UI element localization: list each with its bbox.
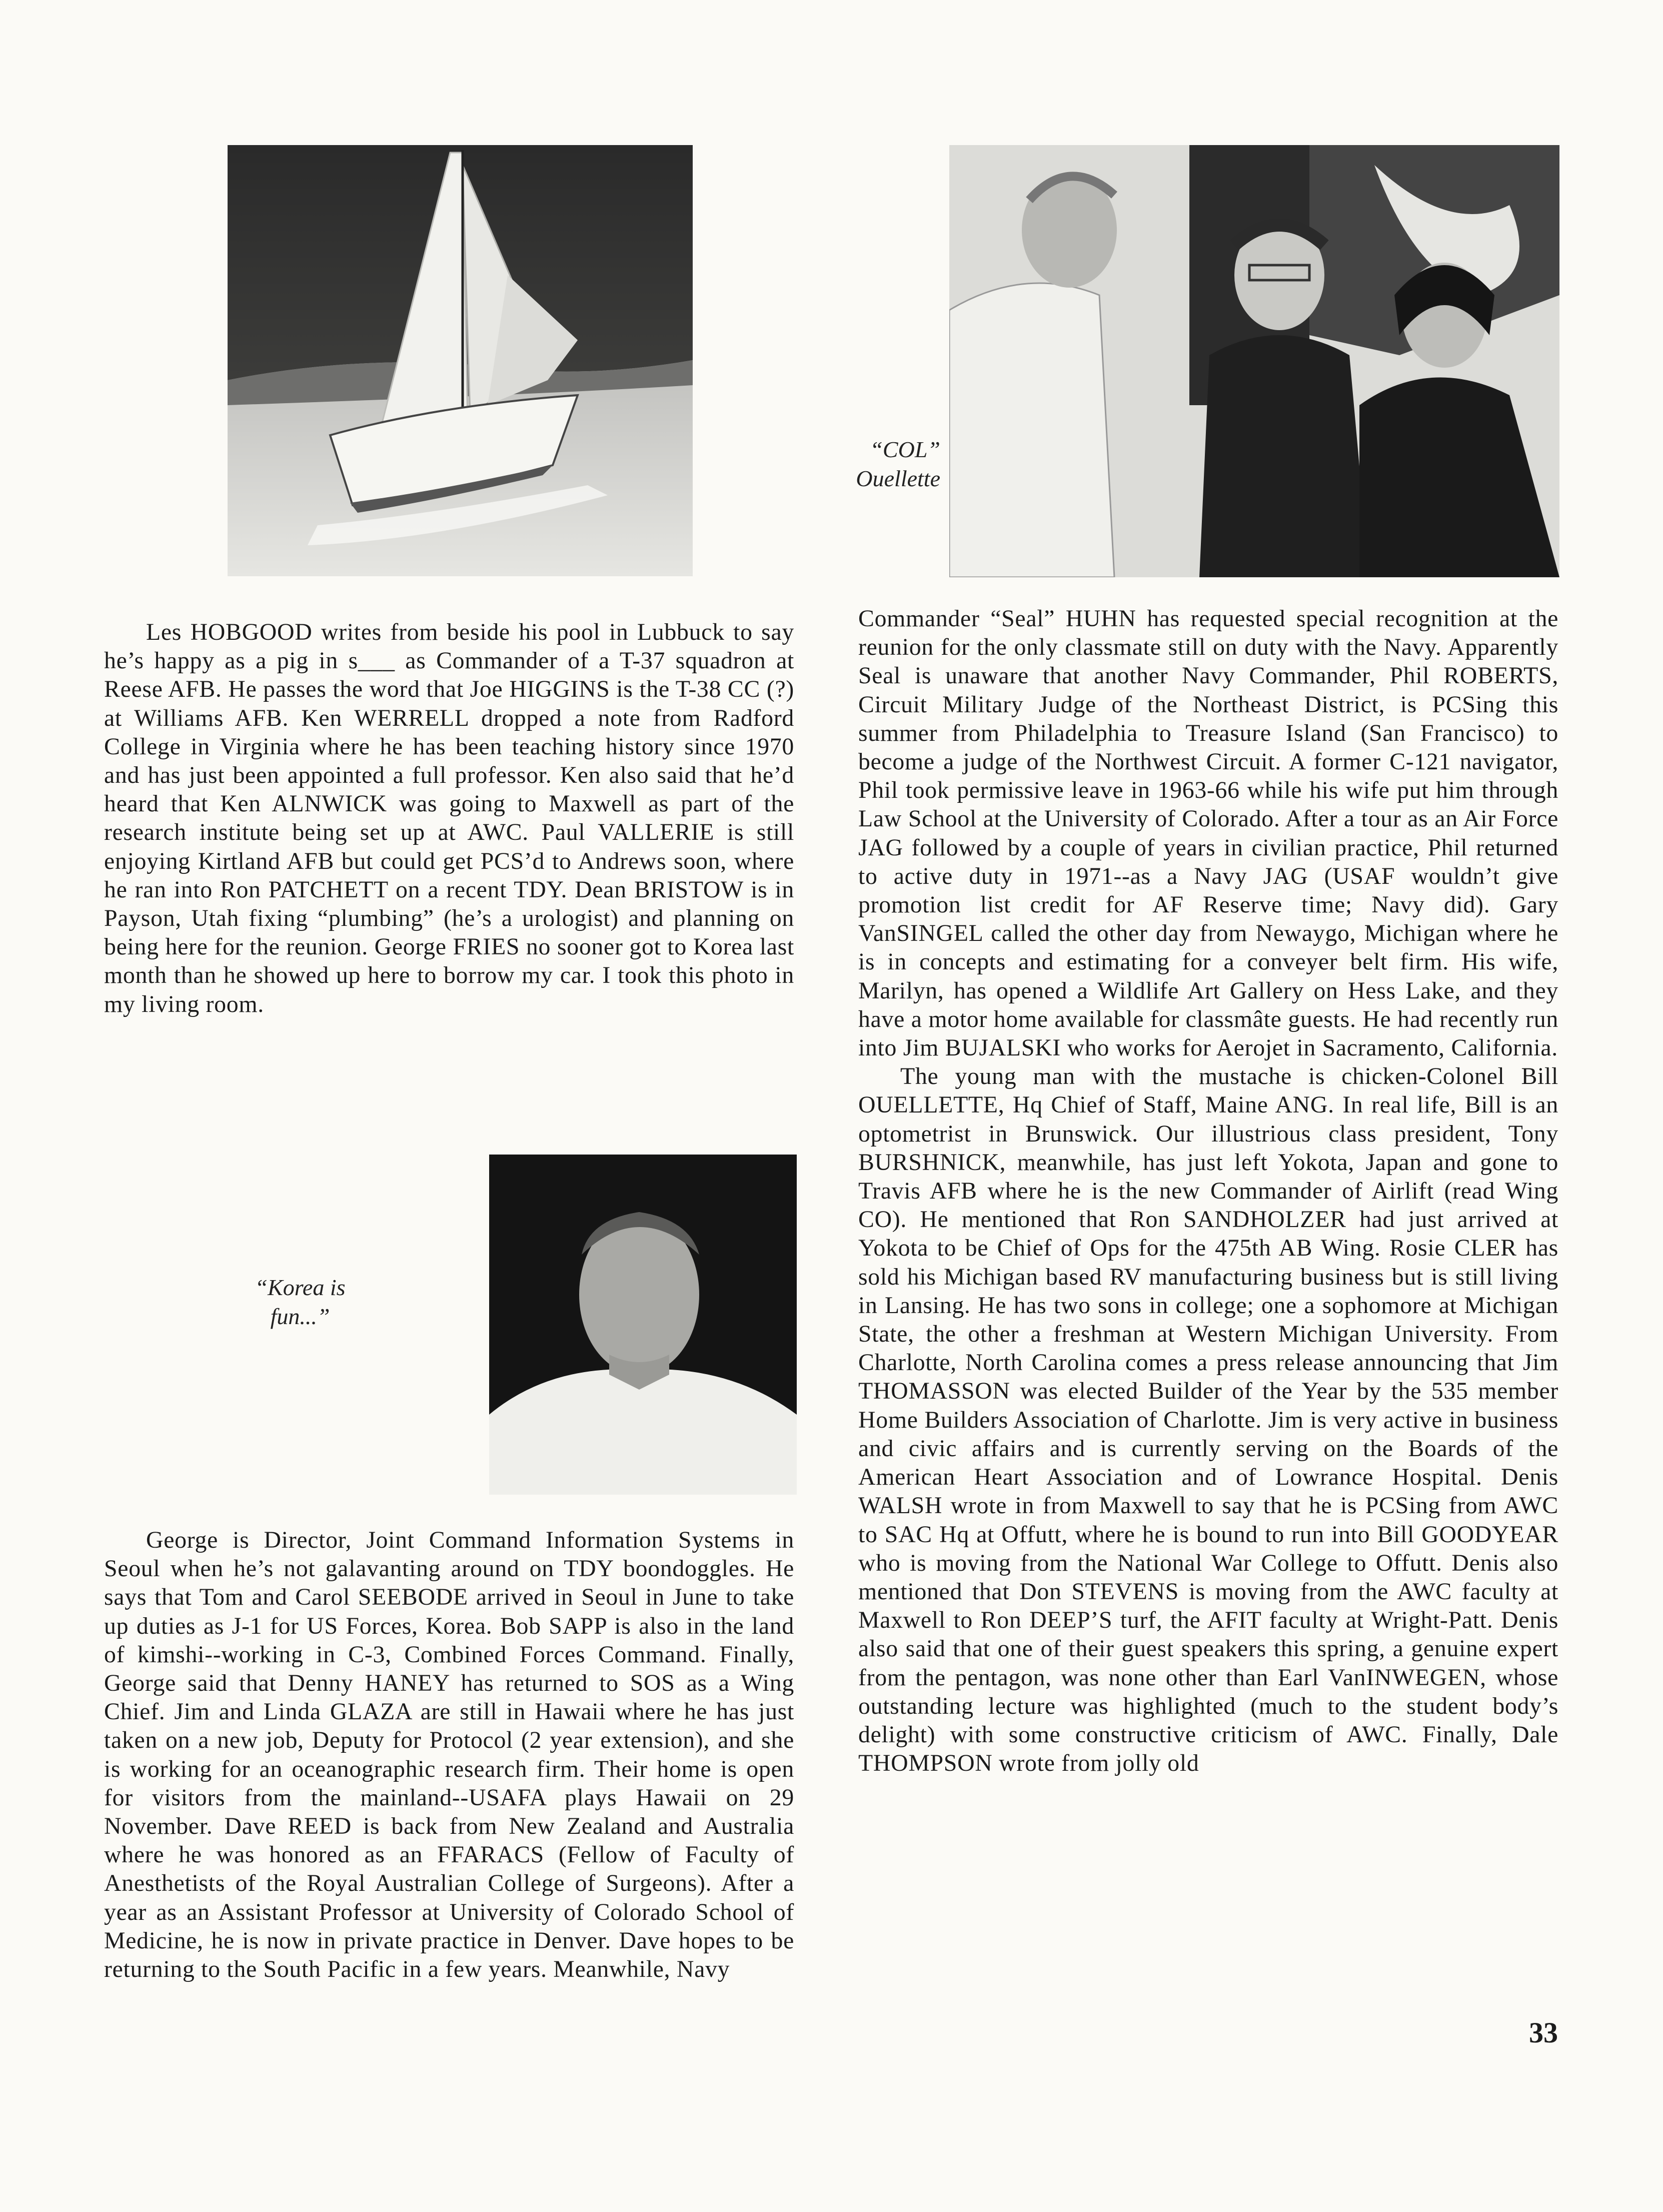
caption-line-1: “COL”: [870, 437, 940, 462]
caption-line-1: “Korea is: [255, 1275, 346, 1300]
korea-caption: [215, 1273, 385, 1331]
left-column-lower: [104, 1526, 794, 1983]
promotion-ceremony-photo: [949, 145, 1559, 577]
caption-line-2: Ouellette: [856, 466, 940, 491]
page-number: 33: [1529, 2016, 1558, 2049]
article-paragraph: George is Director, Joint Command Information Systems in Seoul when he’s not galavanting around on TDY boondoggles. He says that Tom and Carol SEEBODE arrived in Seoul in June to take up duties as J-1 for US Forces, Korea. Bob SAPP is also in the land of kimshi--working in C-3, Combined Forces Command. Finally, George said that Denny HANEY has returned to SOS as a Wing Chief. Jim and Linda GLAZA are still in Hawaii where he has just taken on a new job, Deputy for Protocol (2 year extension), and she is working for an oceanographic research firm. Their home is open for visitors from the mainland--USAFA plays Hawaii on 29 November. Dave REED is back from New Zealand and Australia where he was honored as an FFARACS (Fellow of Faculty of Anesthetists of the Royal Australian College of Surgeons). After a year as an Assistant Professor at University of Colorado School of Medicine, he is now in private practice in Denver. Dave hopes to be returning to the South Pacific in a few years. Meanwhile, Navy: [104, 1527, 794, 1983]
article-paragraph: The young man with the mustache is chicken-Colonel Bill OUELLETTE, Hq Chief of Staff, Maine ANG. In real life, Bill is an optometrist in Brunswick. Our illustrious class president, Tony BURSHNICK, meanwhile, has just left Yokota, Japan and gone to Travis AFB where he is the new Commander of Airlift (read Wing CO). He mentioned that Ron SANDHOLZER had just arrived at Yokota to be Chief of Ops for the 475th AB Wing. Rosie CLER has sold his Michigan based RV manufacturing business but is still living in Lansing. He has two sons in college; one a sophomore at Michigan State, the other a freshman at Western Michigan University. From Charlotte, North Carolina comes a press release announcing that Jim THOMASSON was elected Builder of the Year by the 535 member Home Builders Association of Charlotte. Jim is very active in business and civic affairs and is currently serving on the Boards of the American Heart Association and of Lowrance Hospital. Denis WALSH wrote in from Maxwell to say that he is PCSing from AWC to SAC Hq at Offutt, where he is bound to run into Bill GOODYEAR who is moving from the National War College to Offutt. Denis also mentioned that Don STEVENS is moving from the AWC faculty at Maxwell to Ron DEEP’S turf, the AFIT faculty at Wright-Patt. Denis also said that one of their guest speakers this spring, a genuine expert from the pentagon, was none other than Earl VanINWEGEN, whose outstanding lecture was highlighted (much to the student body’s delight) with some constructive criticism of AWC. Finally, Dale THOMPSON wrote from jolly old: [858, 1063, 1558, 1777]
sailboat-photo: [228, 145, 693, 576]
man-in-white-tshirt-photo: [489, 1155, 797, 1495]
article-paragraph: Les HOBGOOD writes from beside his pool in Lubbuck to say he’s happy as a pig in s___ as Commander of a T-37 squadron at Reese AFB. He passes the word that Joe HIGGINS is the T-38 CC (?) at Williams AFB. Ken WERRELL dropped a note from Radford College in Virginia where he has been teaching history since 1970 and has just been appointed a full professor. Ken also said that he’d heard that Ken ALNWICK was going to Maxwell as part of the research institute being set up at AWC. Paul VALLERIE is still enjoying Kirtland AFB but could get PCS’d to Andrews soon, where he ran into Ron PATCHETT on a recent TDY. Dean BRISTOW is in Payson, Utah fixing “plumbing” (he’s a urologist) and planning on being here for the reunion. George FRIES no sooner got to Korea last month than he showed up here to borrow my car. I took this photo in my living room.: [104, 619, 794, 1017]
caption-line-2: fun...”: [270, 1304, 330, 1329]
left-column-upper: [104, 618, 794, 1018]
right-column: [858, 604, 1558, 1777]
article-paragraph: Commander “Seal” HUHN has requested special recognition at the reunion for the only classmate still on duty with the Navy. Apparently Seal is unaware that another Navy Commander, Phil ROBERTS, Circuit Military Judge of the Northeast District, is PCSing this summer from Philadelphia to Treasure Island (San Francisco) to become a judge of the Northwest Circuit. A former C-121 navigator, Phil took permissive leave in 1963-66 while his wife put him through Law School at the University of Colorado. After a tour as an Air Force JAG followed by a couple of years in civilian practice, Phil returned to active duty in 1971--as a Navy JAG (USAF wouldn’t give promotion list credit for AF Reserve time; Navy did). Gary VanSINGEL called the other day from Newaygo, Michigan where he is in concepts and estimating for a conveyer belt firm. His wife, Marilyn, has opened a Wildlife Art Gallery on Hess Lake, and they have a motor home available for classmâte guests. He had recently run into Jim BUJALSKI who works for Aerojet in Sacramento, California.: [858, 605, 1558, 1061]
col-ouellette-caption: [780, 435, 940, 493]
